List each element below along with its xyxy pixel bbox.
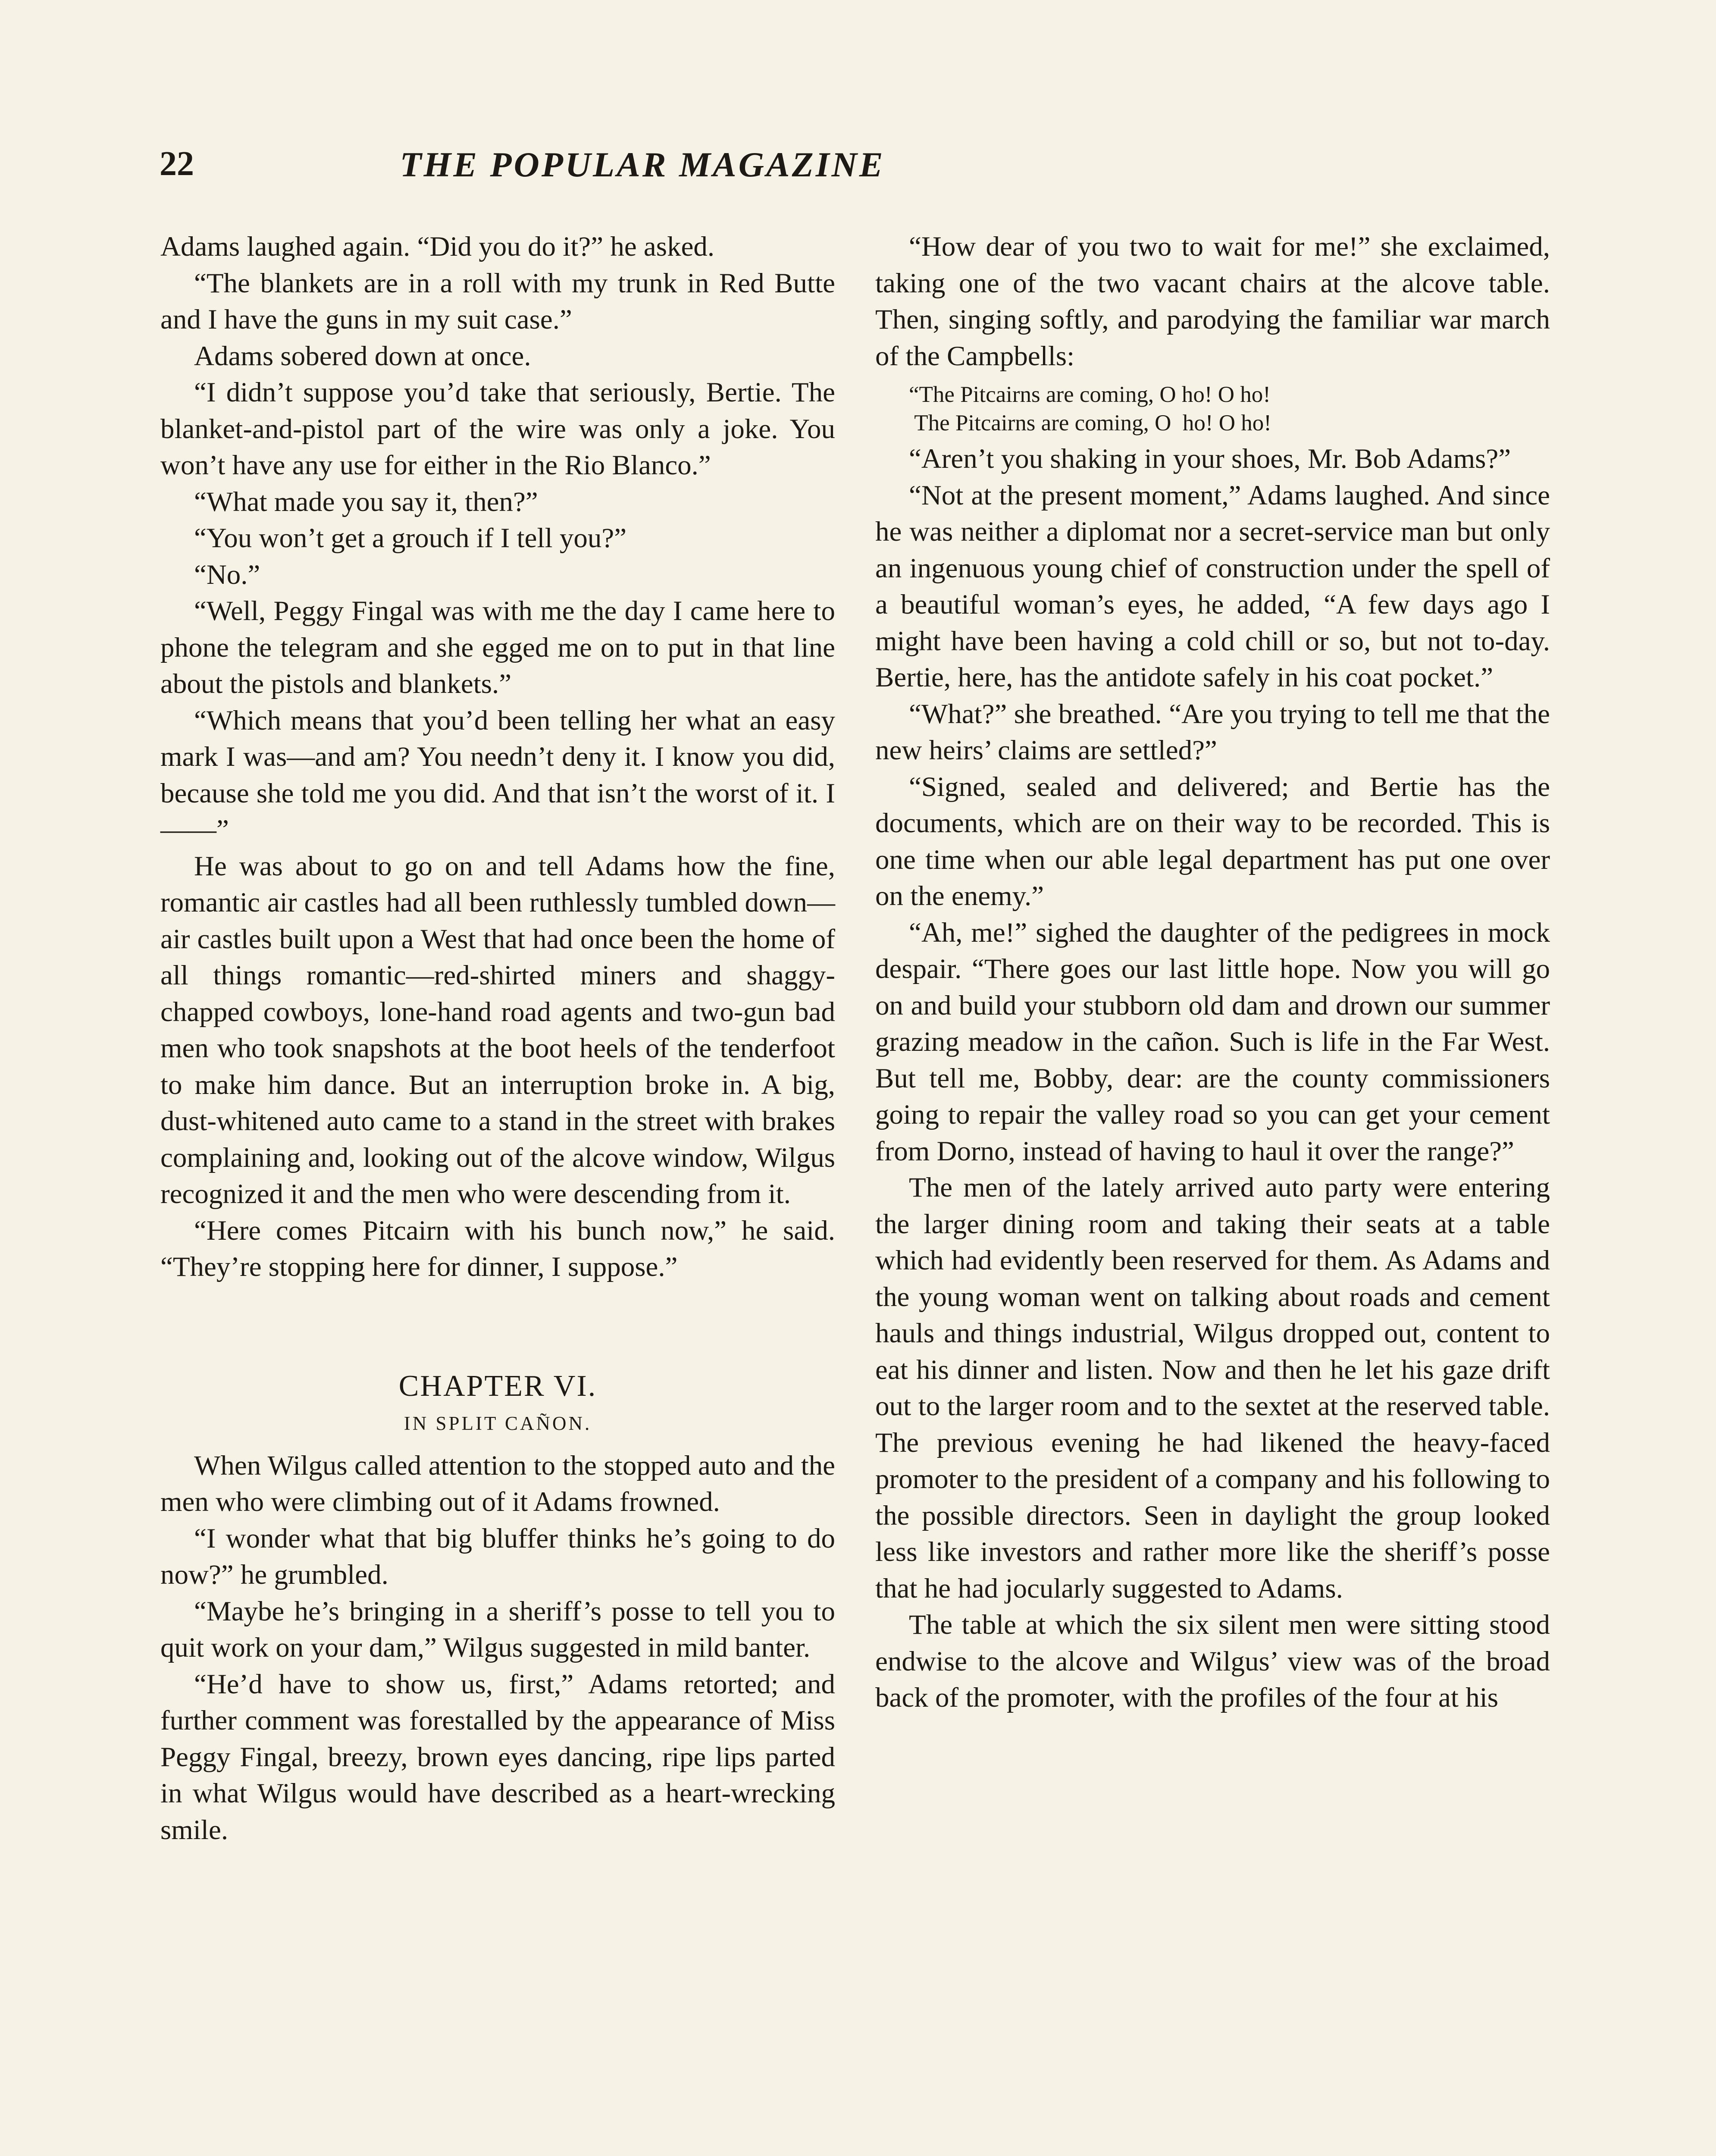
paragraph: He was about to go on and tell Adams how the fine, romantic air castles had all been ruthlessly tumbled down—air castles built upon a West that had once been the home of all things romantic—red-shirted miners and shaggy-chapped cowboys, lone-hand road agents and two-gun bad men who took snapshots at the boot heels of the tenderfoot to make him dance. But an interruption broke in. A big, dust-whitened auto came to a stand in the street with brakes complaining and, looking out of the alcove window, Wilgus recognized it and the men who were descending from it. bbox=[160, 850, 835, 1210]
paragraph: When Wilgus called attention to the stopped auto and the men who were climbing out of it Adams frowned. bbox=[160, 1450, 835, 1517]
paragraph: The table at which the six silent men were sitting stood endwise to the alcove and Wilgus’ view was of the broad back of the promoter, with the profiles of the four at his bbox=[875, 1609, 1550, 1713]
paragraph: “Aren’t you shaking in your shoes, Mr. Bob Adams?” bbox=[909, 443, 1511, 474]
paragraph: Adams laughed again. “Did you do it?” he asked. bbox=[160, 231, 715, 262]
paragraph: “He’d have to show us, first,” Adams retorted; and further comment was forestalled by the appearance of Miss Peggy Fingal, breezy, brown eyes dancing, ripe lips parted in what Wilgus would have described as a heart-wrecking smile. bbox=[160, 1668, 835, 1846]
song-verse bbox=[909, 380, 1550, 437]
paragraph: “You won’t get a grouch if I tell you?” bbox=[194, 523, 627, 554]
paragraph: Adams sobered down at once. bbox=[194, 340, 531, 372]
paragraph: “Here comes Pitcairn with his bunch now,” he said. “They’re stopping here for dinner, I suppose.” bbox=[160, 1215, 835, 1282]
paragraph: “What?” she breathed. “Are you trying to tell me that the new heirs’ claims are settled?” bbox=[875, 698, 1550, 766]
paragraph: “I wonder what that big bluffer thinks he’s going to do now?” he grumbled. bbox=[160, 1523, 835, 1590]
paragraph: “What made you say it, then?” bbox=[194, 486, 538, 517]
paragraph: “The blankets are in a roll with my trunk in Red Butte and I have the guns in my suit case.” bbox=[160, 267, 835, 335]
paragraph: “Not at the present moment,” Adams laughed. And since he was neither a diplomat nor a secret-service man but only an ingenuous young chief of construction under the spell of a beautiful woman’s eyes, he added, “A few days ago I might have been having a cold chill or so, but not to-day. Bertie, here, has the antidote safely in his coat pocket.” bbox=[875, 479, 1550, 693]
paragraph: “How dear of you two to wait for me!” she exclaimed, taking one of the two vacant chairs at the alcove table. Then, singing softly, and parodying the familiar war march of the Campbells: bbox=[875, 231, 1550, 372]
paragraph: The men of the lately arrived auto party were entering the larger dining room and taking their seats at a table which had evidently been reserved for them. As Adams and the young woman went on talking about roads and cement hauls and things industrial, Wilgus dropped out, content to eat his dinner and listen. Now and then he let his gaze drift out to the larger room and to the sextet at the reserved table. The previous evening he had likened the heavy-faced promoter to the president of a company and his following to the possible directors. Seen in daylight the group looked less like investors and rather more like the sheriff’s posse that he had jocularly suggested to Adams. bbox=[875, 1172, 1550, 1604]
verse-line: The Pitcairns are coming, O ho! O ho! bbox=[909, 411, 1271, 436]
paragraph: “No.” bbox=[194, 559, 260, 590]
paragraph: “Well, Peggy Fingal was with me the day I came here to phone the telegram and she egged me on to put in that line about the pistols and blankets.” bbox=[160, 595, 835, 699]
paragraph: “Maybe he’s bringing in a sheriff’s posse to tell you to quit work on your dam,” Wilgus suggested in mild banter. bbox=[160, 1595, 835, 1663]
paragraph: “Ah, me!” sighed the daughter of the pedigrees in mock despair. “There goes our last little hope. Now you will go on and build your stubborn old dam and drown our summer grazing meadow in the cañon. Such is life in the Far West. But tell me, Bobby, dear: are the county commissioners going to repair the valley road so you can get your cement from Dorno, instead of having to haul it over the range?” bbox=[875, 917, 1550, 1167]
left-column bbox=[160, 229, 835, 1848]
paragraph: “Which means that you’d been telling her what an easy mark I was—and am? You needn’t deny it. I know you did, because she told me you did. And that isn’t the worst of it. I——” bbox=[160, 705, 835, 845]
running-title: THE POPULAR MAGAZINE bbox=[400, 145, 885, 184]
chapter-subtitle: IN SPLIT CAÑON. bbox=[404, 1412, 592, 1434]
page-header bbox=[160, 144, 1125, 192]
paragraph: “I didn’t suppose you’d take that seriously, Bertie. The blanket-and-pistol part of the wire was only a joke. You won’t have any use for either in the Rio Blanco.” bbox=[160, 377, 835, 481]
paragraph: “Signed, sealed and delivered; and Bertie has the documents, which are on their way to be recorded. This is one time when our able legal department has put one over on the enemy.” bbox=[875, 771, 1550, 912]
verse-line: “The Pitcairns are coming, O ho! O ho! bbox=[909, 382, 1271, 407]
right-column bbox=[875, 229, 1550, 1716]
page-number: 22 bbox=[160, 145, 194, 183]
chapter-title: CHAPTER VI. bbox=[398, 1369, 597, 1403]
